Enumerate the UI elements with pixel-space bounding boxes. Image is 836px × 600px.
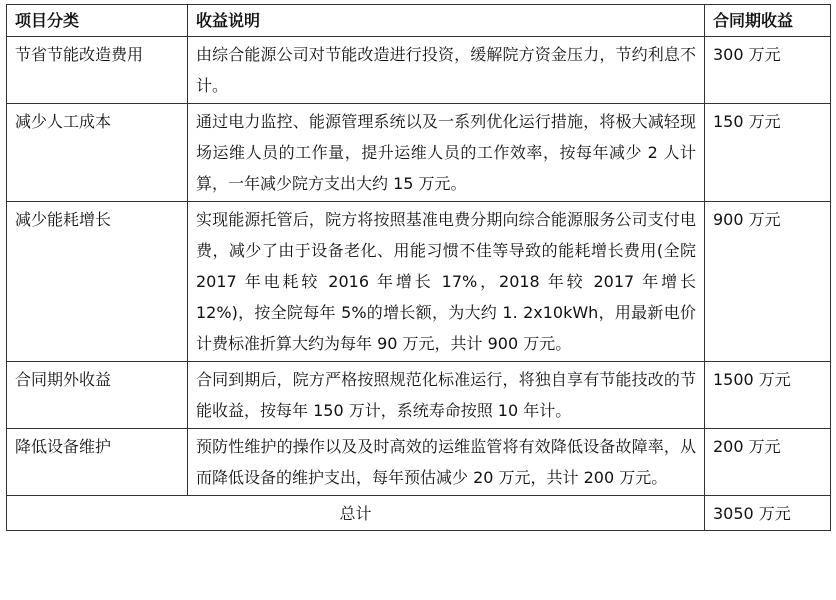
header-amount: 合同期收益: [705, 5, 831, 37]
table-header-row: [7, 5, 831, 37]
row-category: 减少能耗增长: [7, 202, 188, 362]
header-description: 收益说明: [188, 5, 705, 37]
row-description: 实现能源托管后，院方将按照基准电费分期向综合能源服务公司支付电费，减少了由于设备老化、用能习惯不佳等导致的能耗增长费用(全院 2017 年电耗较 2016 年增长 17%，2018 年较 2017 年增长 12%)，按全院每年 5%的增长额，为大约 1. 2x10kWh，用最新电价计费标准折算大约为每年 90 万元，共计 900 万元。: [188, 202, 705, 362]
row-amount: 900 万元: [705, 202, 831, 362]
row-category: 合同期外收益: [7, 362, 188, 429]
row-category: 节省节能改造费用: [7, 37, 188, 104]
table-row: [7, 429, 831, 496]
table-row: [7, 104, 831, 202]
row-description: 通过电力监控、能源管理系统以及一系列优化运行措施，将极大减轻现场运维人员的工作量，提升运维人员的工作效率，按每年减少 2 人计算，一年减少院方支出大约 15 万元。: [188, 104, 705, 202]
header-category: 项目分类: [7, 5, 188, 37]
total-amount: 3050 万元: [705, 496, 831, 531]
row-description: 由综合能源公司对节能改造进行投资，缓解院方资金压力，节约利息不计。: [188, 37, 705, 104]
row-description: 合同到期后，院方严格按照规范化标准运行，将独自享有节能技改的节能收益，按每年 150 万计，系统寿命按照 10 年计。: [188, 362, 705, 429]
row-description: 预防性维护的操作以及及时高效的运维监管将有效降低设备故障率，从而降低设备的维护支出，每年预估减少 20 万元，共计 200 万元。: [188, 429, 705, 496]
row-amount: 300 万元: [705, 37, 831, 104]
row-amount: 150 万元: [705, 104, 831, 202]
row-category: 减少人工成本: [7, 104, 188, 202]
table-row: [7, 37, 831, 104]
total-row: [7, 496, 831, 531]
table-row: [7, 202, 831, 362]
row-category: 降低设备维护: [7, 429, 188, 496]
benefit-table: [6, 4, 831, 531]
row-amount: 1500 万元: [705, 362, 831, 429]
row-amount: 200 万元: [705, 429, 831, 496]
table-row: [7, 362, 831, 429]
total-label: 总计: [7, 496, 705, 531]
